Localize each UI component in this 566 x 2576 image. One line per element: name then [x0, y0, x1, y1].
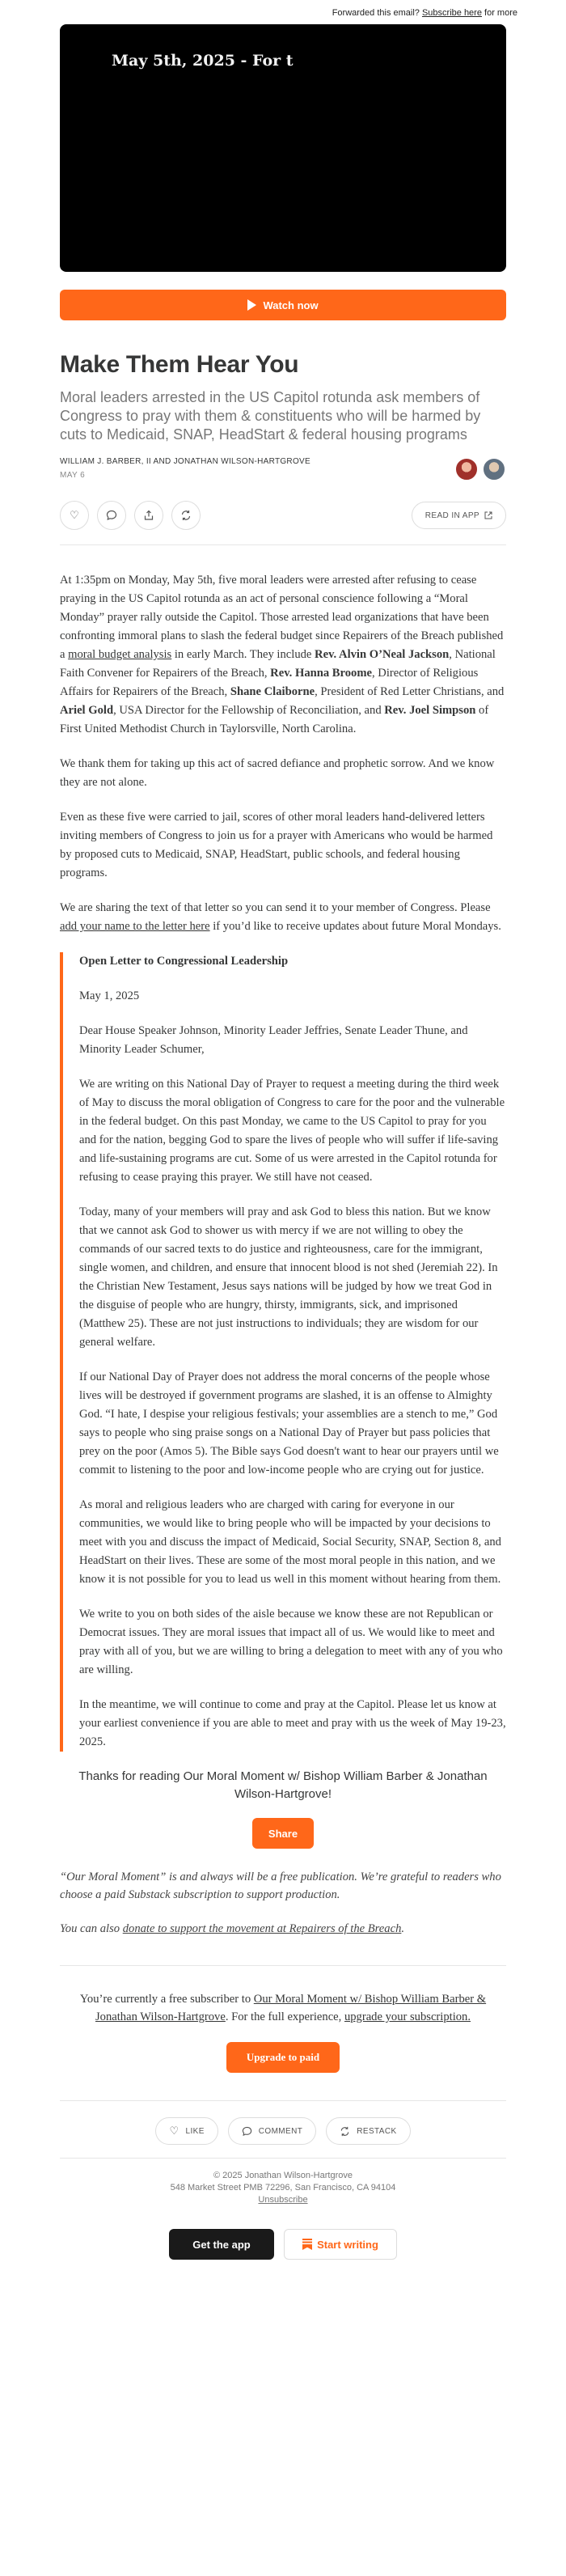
like-pill-button[interactable] [155, 2117, 218, 2145]
letter-blockquote [60, 952, 506, 1752]
restack-label: RESTACK [357, 2126, 397, 2136]
share-icon [143, 510, 154, 521]
comment-icon [242, 2126, 252, 2137]
post-date: MAY 6 [60, 471, 86, 480]
post-actions [60, 501, 506, 545]
forward-text: Forwarded this email? [332, 8, 420, 18]
avatar[interactable] [454, 457, 479, 481]
letter-title: Open Letter to Congressional Leadership [79, 955, 289, 968]
share-button[interactable]: Share [252, 1818, 314, 1849]
paragraph: We are sharing the text of that letter so you can send it to your member of Congress. Please add your name to the letter here if you’d like to receive updates about future Moral Mondays. [60, 901, 501, 933]
address: 548 Market Street PMB 72296, San Francisco, CA 94104 [170, 2183, 396, 2193]
restack-button[interactable] [171, 501, 201, 530]
letter-paragraph: We write to you on both sides of the aisle because we know these are not Republican or Democrat issues. They are moral issues that impact all of us. We would like to meet and pray with all of you, but we are willing to bring a delegation to meet with any of you who are willing. [79, 1608, 503, 1676]
like-button[interactable] [60, 501, 89, 530]
video-caption: May 5th, 2025 - For t [112, 52, 294, 70]
letter-paragraph: We are writing on this National Day of Prayer to request a meeting during the third week of May to discuss the moral obligation of Congress to care for the poor and the vulnerable in the federal budget. On this past Monday, we came to the US Capitol to pray for you and for the nation, begging God to spare the lives of people who will suffer if life-saving and life-sustaining programs are cut. Some of us were arrested in the Capitol rotunda for refusing to cease praying this prayer. We still have not ceased. [79, 1078, 505, 1184]
post-subtitle: Moral leaders arrested in the US Capitol rotunda ask members of Congress to pray with them & constituents who will be harmed by cuts to Medicaid, SNAP, HeadStart & federal housing programs [60, 389, 481, 443]
paragraph: At 1:35pm on Monday, May 5th, five moral leaders were arrested after refusing to cease praying in the US Capitol rotunda as an act of personal conscience following a “Moral Monday” prayer rally outside the Capitol. Those arrested lead organizations that have been confronting immoral plans to slash the federal budget since Repairers of the Breach published a moral budget analysis in early March. They include Rev. Alvin O’Neal Jackson, National Faith Convener for Repairers of the Breach, Rev. Hanna Broome, Director of Religious Affairs for Repairers of the Breach, Shane Claiborne, President of Red Letter Christians, and Ariel Gold, USA Director for the Fellowship of Reconciliation, and Rev. Joel Simpson of First United Methodist Church in Taylorsville, North Carolina. [60, 574, 505, 735]
donate-link[interactable]: donate to support the movement at Repairers of the Breach [122, 1922, 402, 1935]
letter-paragraph: In the meantime, we will continue to come and pray at the Capitol. Please let us know at your earliest convenience if you are able to meet and pray with us the week of May 19-23, 2025. [79, 1698, 506, 1748]
post-body [60, 571, 506, 1752]
subscribe-link[interactable]: Subscribe here [421, 8, 482, 18]
bottom-actions [60, 2100, 506, 2159]
comment-pill-button[interactable] [228, 2117, 316, 2145]
substack-logo-icon [302, 2239, 312, 2250]
support-paragraph: “Our Moral Moment” is and always will be a free publication. We’re grateful to readers who choose a paid Substack subscription to support production. [60, 1871, 501, 1901]
paragraph: Even as these five were carried to jail, scores of other moral leaders hand-delivered letters inviting members of Congress to join us for a prayer with Americans who would be harmed by proposed cuts to Medicaid, SNAP, HeadStart, public schools, and federal housing programs. [60, 811, 493, 879]
external-link-icon [484, 511, 492, 519]
restack-icon [340, 2126, 350, 2137]
support-note [60, 1868, 506, 1938]
heart-icon: ♡ [70, 509, 79, 521]
letter-salutation: Dear House Speaker Johnson, Minority Leader Jeffries, Senate Leader Thune, and Minority Leader Schumer, [79, 1024, 468, 1056]
copyright: © 2025 Jonathan Wilson-Hartgrove [213, 2171, 353, 2180]
unsubscribe-link[interactable]: Unsubscribe [258, 2195, 308, 2205]
restack-pill-button[interactable] [326, 2117, 410, 2145]
forward-suffix: for more [484, 8, 517, 18]
letter-paragraph: If our National Day of Prayer does not address the moral concerns of the people whose lives will be destroyed if government programs are slashed, it is an offense to Almighty God. “I hate, I despise your religious festivals; your assemblies are a stench to me,” God says to people who sing praise songs on a National Day of Prayer but pass policies that prey on the poor (Amos 5). The Bible says God doesn't want to hear our prayers until we commit to listening to the poor and low-income people who are crying out for justice. [79, 1371, 499, 1477]
letter-paragraph: Today, many of your members will pray and ask God to bless this nation. But we know that we cannot ask God to shower us with mercy if we are not willing to obey the commands of our sacred texts to do justice and righteousness, care for the immigrant, single women, and children, and ensure that innocent blood is not shed (Jeremiah 22). In the Christian New Testament, Jesus says nations will be judged by how we treat God in the disguise of people who are hungry, thirsty, immigrants, sick, and imprisoned (Matthew 25). These are not just instructions to individuals; they are wisdom for our general welfare. [79, 1205, 498, 1349]
byline [60, 457, 506, 481]
upgrade-button[interactable]: Upgrade to paid [226, 2042, 340, 2073]
upgrade-link[interactable]: upgrade your subscription. [344, 2010, 471, 2023]
comment-icon [106, 510, 117, 521]
heart-icon: ♡ [169, 2125, 180, 2137]
start-writing-label: Start writing [317, 2238, 378, 2251]
read-in-app-button[interactable] [412, 502, 506, 529]
avatar[interactable] [482, 457, 506, 481]
subscriber-text: You’re currently a free subscriber to Our Moral Moment w/ Bishop William Barber & Jonathan Wilson-Hartgrove. For the full experience, upgrade your subscription. [79, 1993, 487, 2023]
restack-icon [180, 510, 192, 521]
like-label: LIKE [185, 2126, 205, 2136]
start-writing-button[interactable] [284, 2229, 397, 2260]
thanks-text: Thanks for reading Our Moral Moment w/ Bishop William Barber & Jonathan Wilson-Hartgrove! [78, 1769, 488, 1801]
paragraph: We thank them for taking up this act of sacred defiance and prophetic sorrow. And we know they are not alone. [60, 757, 495, 789]
share-icon-button[interactable] [134, 501, 163, 530]
footer-buttons [0, 2229, 566, 2260]
letter-paragraph: As moral and religious leaders who are charged with caring for everyone in our communities, we would like to bring people who will be impacted by your decisions to meet with you and discuss the impact of Medicaid, Social Security, SNAP, Section 8, and HeadStart on their lives. These are some of the most moral people in this nation, and we know it is not possible for you to lead us well in this moment without hearing from them. [79, 1498, 501, 1586]
moral-budget-link[interactable]: moral budget analysis [68, 648, 172, 661]
watch-now-button[interactable] [60, 290, 506, 320]
comment-button[interactable] [97, 501, 126, 530]
watch-now-label: Watch now [263, 299, 319, 311]
letter-date: May 1, 2025 [79, 989, 140, 1002]
footer [0, 2170, 566, 2206]
get-app-button[interactable]: Get the app [169, 2229, 274, 2260]
subscriber-box [60, 1965, 506, 2073]
add-name-link[interactable]: add your name to the letter here [60, 920, 210, 933]
comment-label: COMMENT [258, 2126, 303, 2136]
video-thumbnail[interactable] [60, 24, 506, 272]
play-icon [247, 299, 256, 311]
author-avatars [454, 457, 506, 481]
read-in-app-label: READ IN APP [424, 511, 479, 520]
post-authors[interactable]: WILLIAM J. BARBER, II AND JONATHAN WILSON-HARTGROVE [60, 457, 310, 466]
post-title[interactable]: Make Them Hear You [60, 351, 299, 378]
forward-bar [0, 0, 566, 21]
donate-paragraph: You can also donate to support the movement at Repairers of the Breach. [60, 1922, 405, 1935]
publication-link[interactable]: Our Moral Moment w/ Bishop William Barber & Jonathan Wilson-Hartgrove [95, 1993, 487, 2023]
